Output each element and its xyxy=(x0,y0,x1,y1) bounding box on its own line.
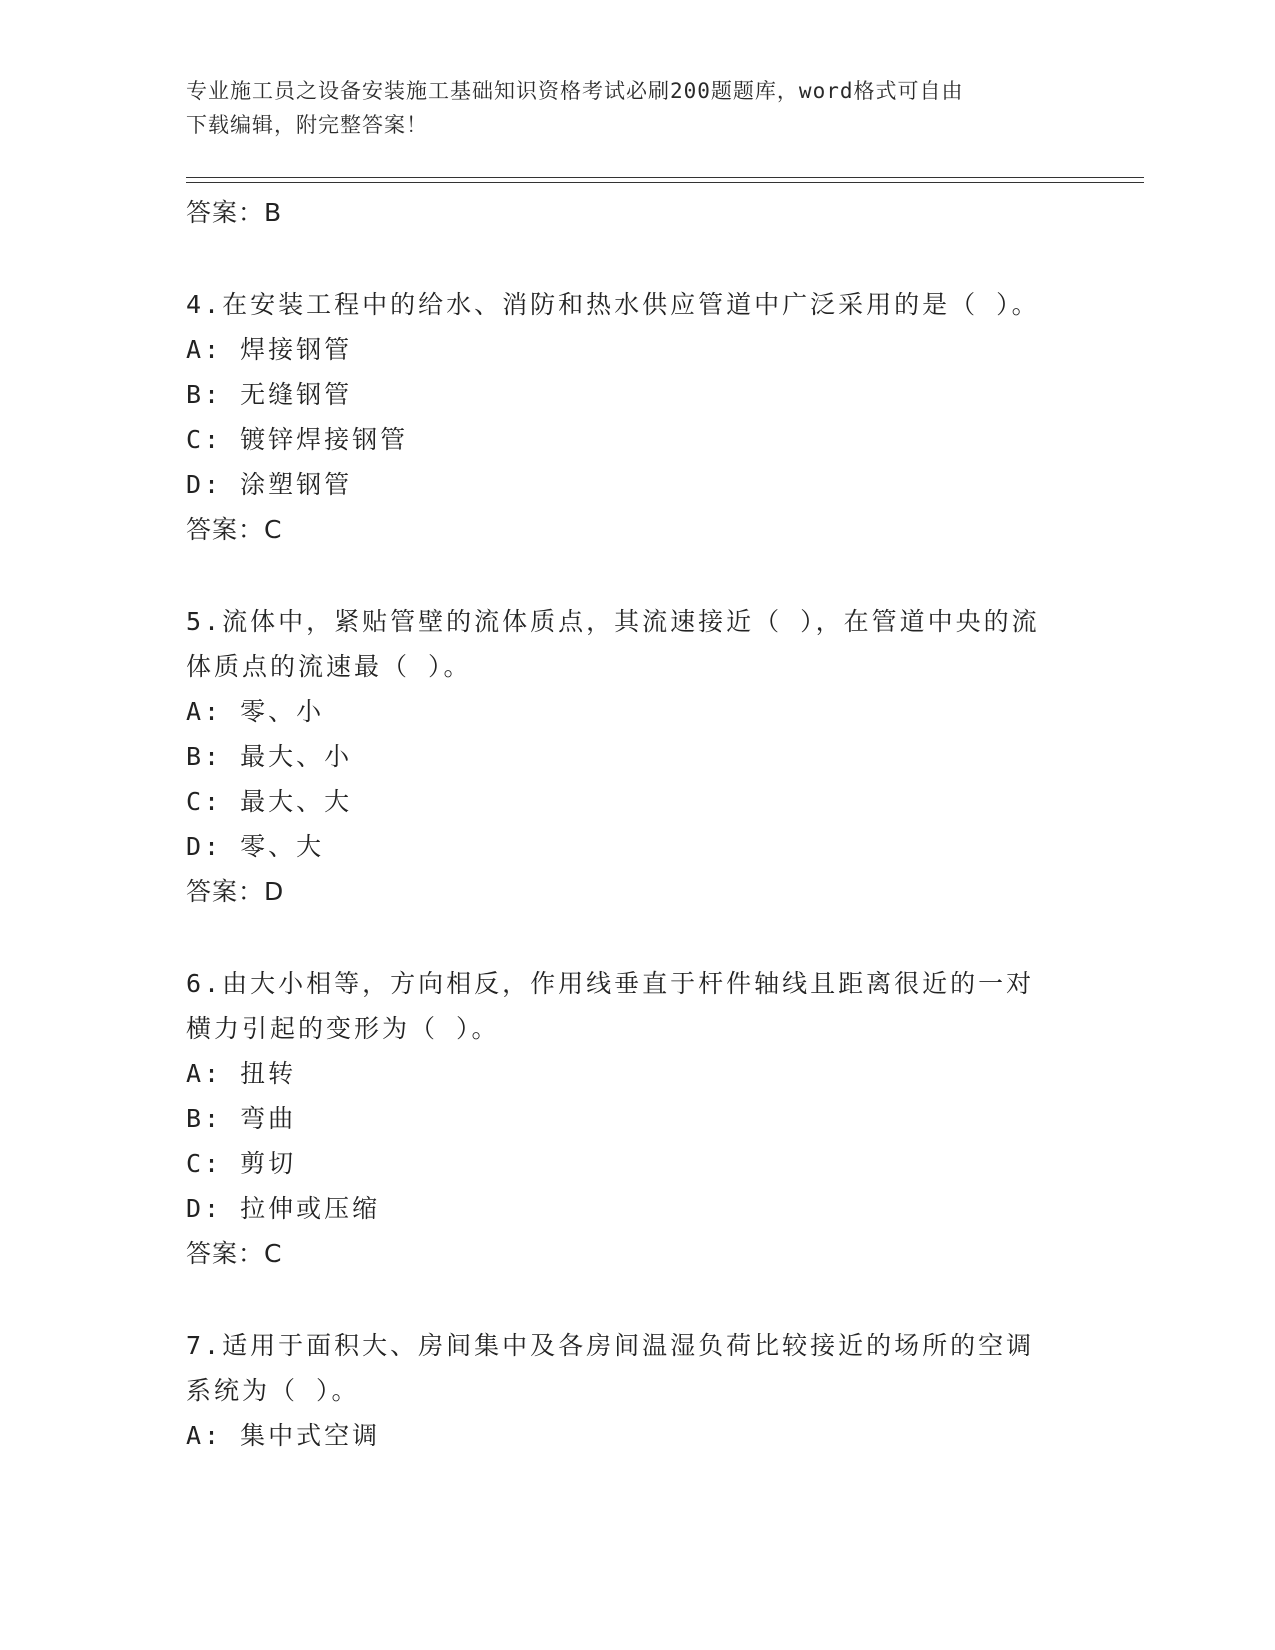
question-block xyxy=(186,599,1086,914)
spacer xyxy=(186,235,1086,282)
answer: 答案：C xyxy=(186,515,283,544)
option-a: A: 零、小 xyxy=(186,697,325,726)
question-block xyxy=(186,1323,1086,1458)
option-d: D: 零、大 xyxy=(186,832,325,861)
question-block xyxy=(186,282,1086,552)
previous-answer: 答案：B xyxy=(186,198,283,227)
header-divider-top xyxy=(186,177,1144,178)
question-list xyxy=(186,190,1086,1458)
question-text-continued: 系统为（ ）。 xyxy=(186,1376,360,1405)
option-c: C: 镀锌焊接钢管 xyxy=(186,425,409,454)
question-block xyxy=(186,961,1086,1276)
answer: 答案：C xyxy=(186,1239,283,1268)
question-text: 6.由大小相等，方向相反，作用线垂直于杆件轴线且距离很近的一对 xyxy=(186,969,1035,998)
option-d: D: 拉伸或压缩 xyxy=(186,1194,381,1223)
option-b: B: 弯曲 xyxy=(186,1104,297,1133)
answer: 答案：D xyxy=(186,877,285,906)
option-b: B: 最大、小 xyxy=(186,742,353,771)
option-d: D: 涂塑钢管 xyxy=(186,470,353,499)
option-a: A: 集中式空调 xyxy=(186,1421,381,1450)
option-a: A: 焊接钢管 xyxy=(186,335,353,364)
spacer xyxy=(186,552,1086,599)
question-text-continued: 体质点的流速最（ ）。 xyxy=(186,652,472,681)
option-b: B: 无缝钢管 xyxy=(186,380,353,409)
document-header xyxy=(186,74,1086,142)
spacer xyxy=(186,914,1086,961)
question-text: 5.流体中，紧贴管壁的流体质点，其流速接近（ ），在管道中央的流 xyxy=(186,607,1040,636)
option-a: A: 扭转 xyxy=(186,1059,297,1088)
header-divider-bottom xyxy=(186,182,1144,183)
header-line-2: 下载编辑，附完整答案！ xyxy=(186,113,428,137)
question-text: 7.适用于面积大、房间集中及各房间温湿负荷比较接近的场所的空调 xyxy=(186,1331,1035,1360)
question-text: 4.在安装工程中的给水、消防和热水供应管道中广泛采用的是（ ）。 xyxy=(186,290,1040,319)
option-c: C: 剪切 xyxy=(186,1149,297,1178)
question-text-continued: 横力引起的变形为（ ）。 xyxy=(186,1014,500,1043)
spacer xyxy=(186,1276,1086,1323)
option-c: C: 最大、大 xyxy=(186,787,353,816)
header-line-1: 专业施工员之设备安装施工基础知识资格考试必刷200题题库，word格式可自由 xyxy=(186,79,964,103)
